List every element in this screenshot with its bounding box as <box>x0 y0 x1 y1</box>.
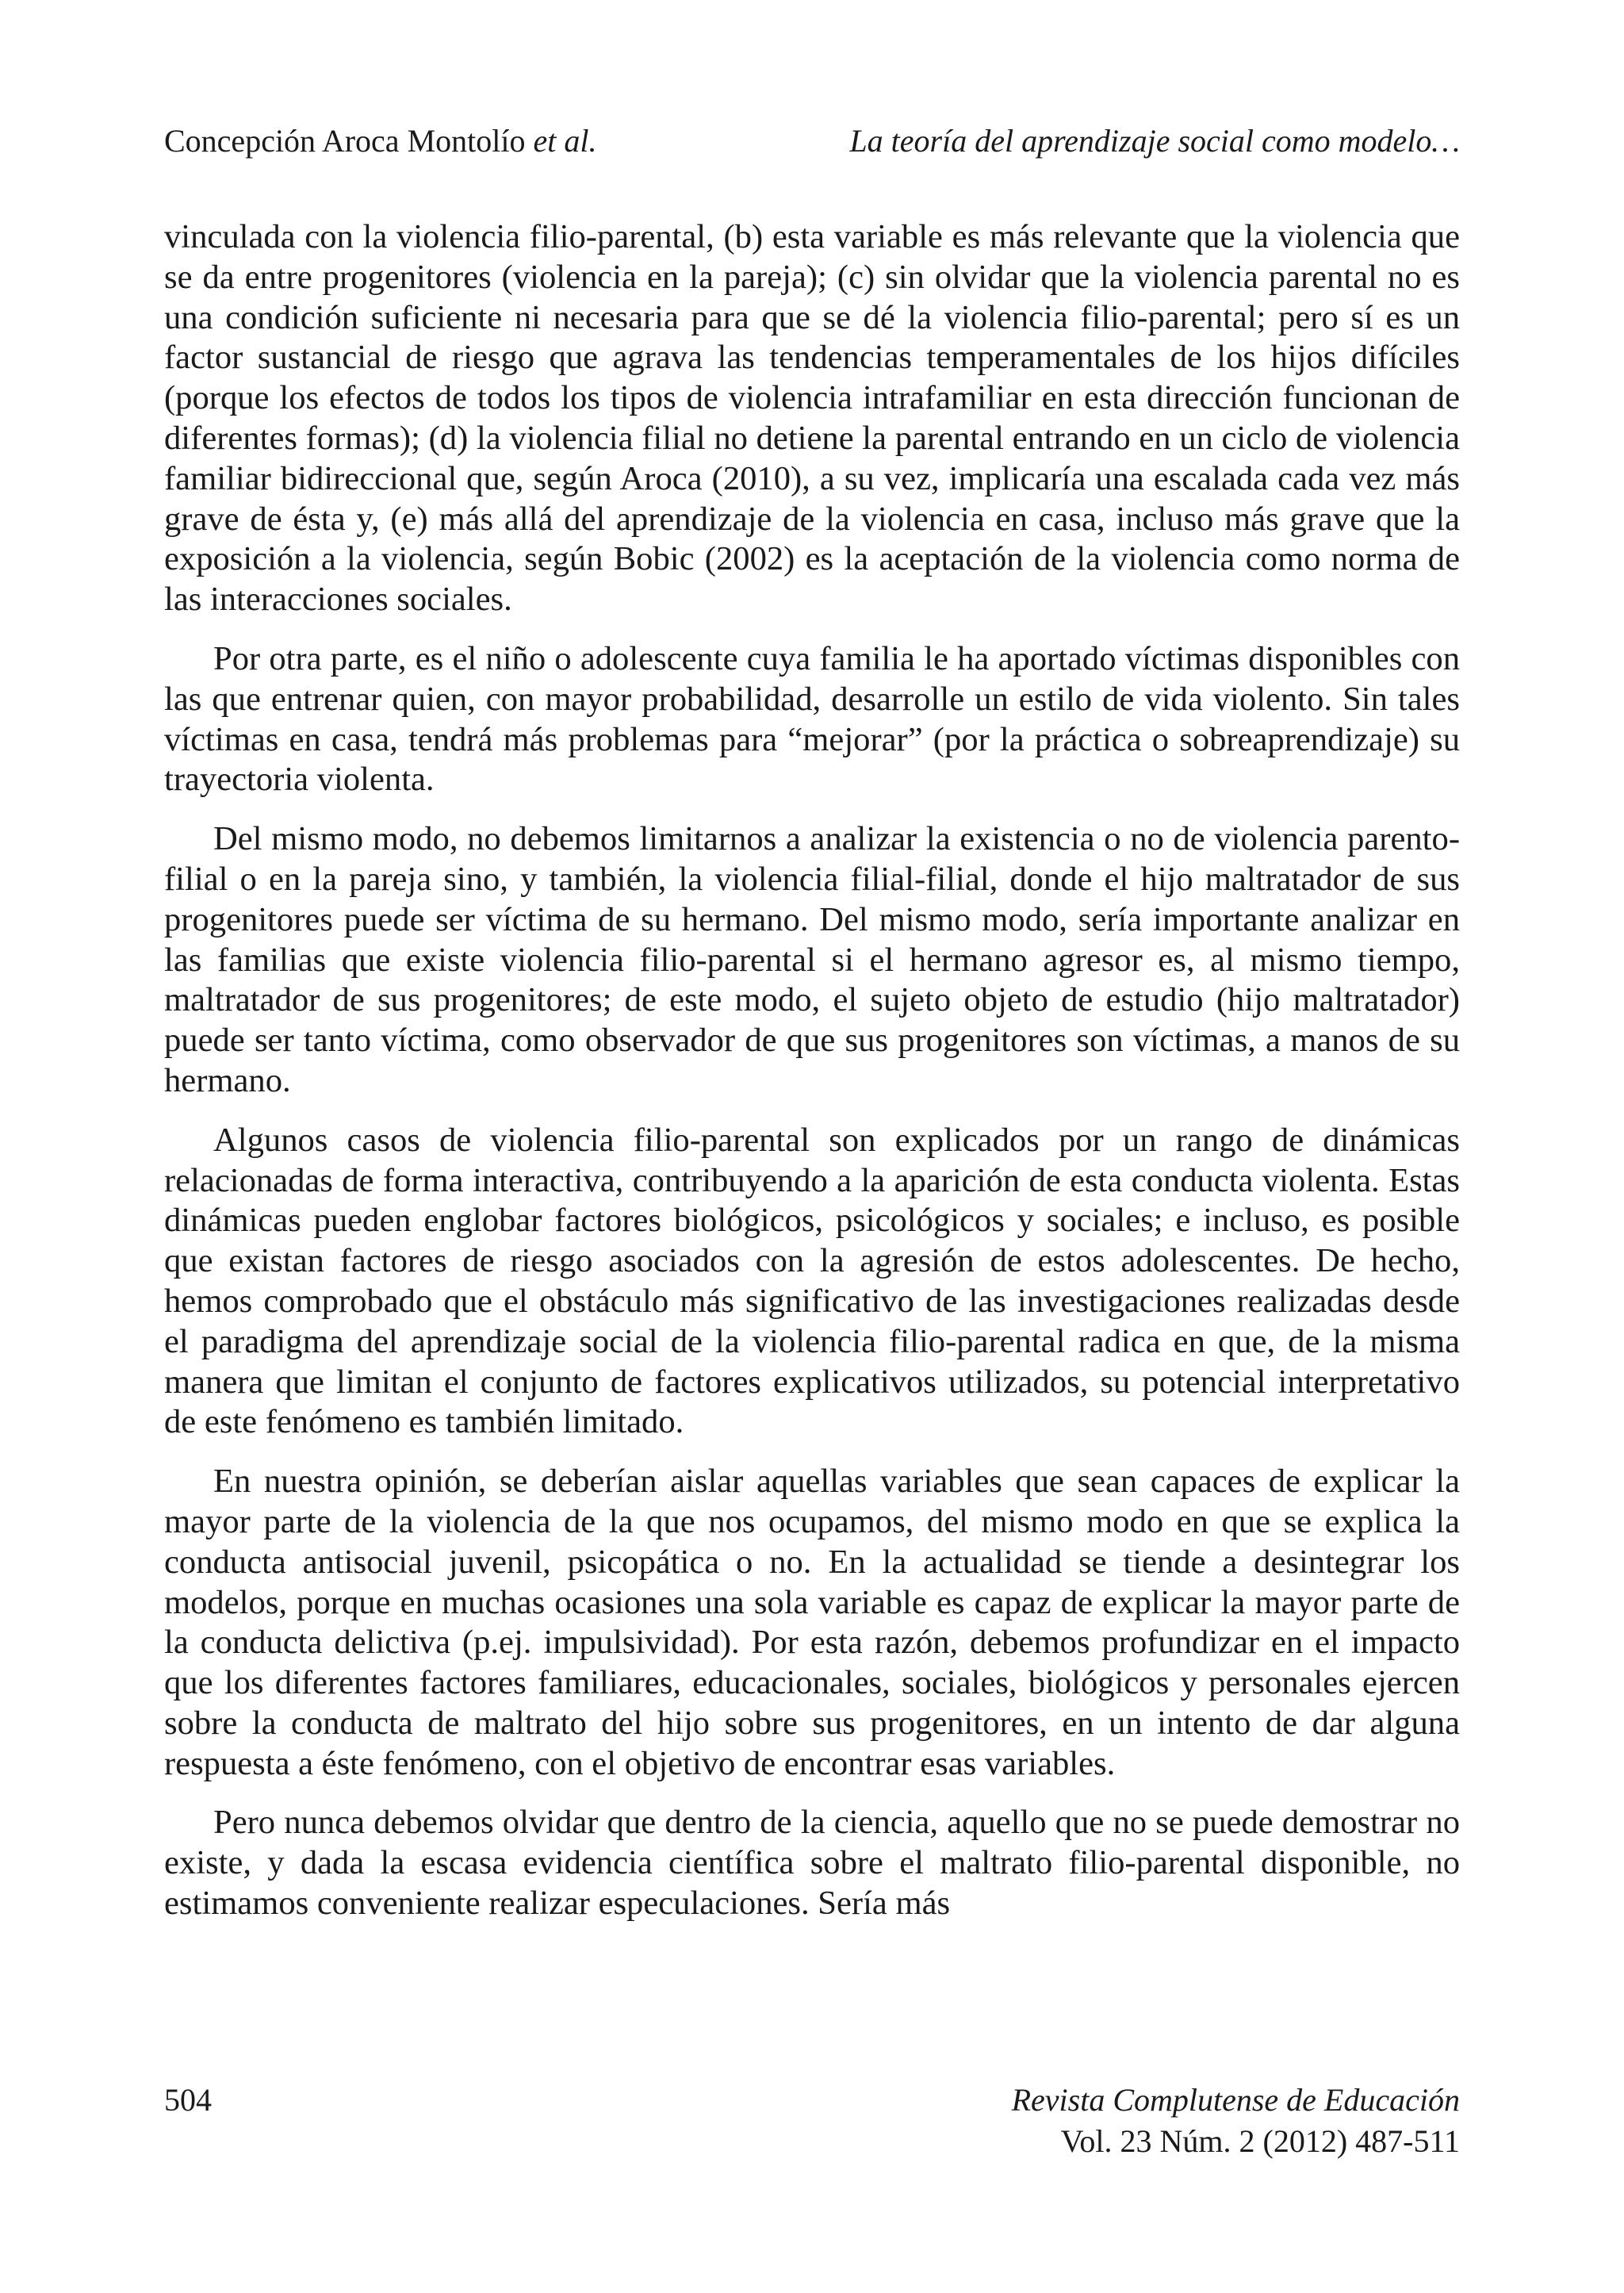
body-paragraph-4: Algunos casos de violencia filio-parental son explicados por un rango de dinámicas relacionadas de forma interactiva, contribuyendo a la aparición de esta conducta violenta. Estas dinámicas pueden englobar factores biológicos, psicológicos y sociales; e incluso, es posible que existan factores de riesgo asociados con la agresión de estos adolescentes. De hecho, hemos comprobado que el obstáculo más significativo de las investigaciones realizadas desde el paradigma del aprendizaje social de la violencia filio-parental radica en que, de la misma manera que limitan el conjunto de factores explicativos utilizados, su potencial interpretativo de este fenómeno es también limitado. <box>164 1121 1460 1441</box>
body-paragraph-2: Por otra parte, es el niño o adolescente cuya familia le ha aportado víctimas disponibles con las que entrenar quien, con mayor probabilidad, desarrolle un estilo de vida violento. Sin tales víctimas en casa, tendrá más problemas para “mejorar” (por la práctica o sobreaprendizaje) su trayectoria violenta. <box>164 639 1460 799</box>
body-paragraph-3: Del mismo modo, no debemos limitarnos a analizar la existencia o no de violencia parento-filial o en la pareja sino, y también, la violencia filial-filial, donde el hijo maltratador de sus progenitores puede ser víctima de su hermano. Del mismo modo, sería importante analizar en las familias que existe violencia filio-parental si el hermano agresor es, al mismo tiempo, maltratador de sus progenitores; de este modo, el sujeto objeto de estudio (hijo maltratador) puede ser tanto víctima, como observador de que sus progenitores son víctimas, a manos de su hermano. <box>164 820 1460 1099</box>
header-author-suffix: et al. <box>533 123 597 159</box>
header-author <box>164 119 596 163</box>
journal-volume: Vol. 23 Núm. 2 (2012) 487-511 <box>1060 2123 1460 2159</box>
header-short-title: La teoría del aprendizaje social como modelo… <box>849 123 1460 159</box>
body-paragraph-6: Pero nunca debemos olvidar que dentro de la ciencia, aquello que no se puede demostrar no existe, y dada la escasa evidencia científica sobre el maltrato filio-parental disponible, no estimamos conveniente realizar especulaciones. Sería más <box>164 1804 1460 1923</box>
body-paragraph-5: En nuestra opinión, se deberían aislar aquellas variables que sean capaces de explicar la mayor parte de la violencia de la que nos ocupamos, del mismo modo en que se explica la conducta antisocial juvenil, psicopática o no. En la actualidad se tiende a desintegrar los modelos, porque en muchas ocasiones una sola variable es capaz de explicar la mayor parte de la conducta delictiva (p.ej. impulsividad). Por esta razón, debemos profundizar en el impacto que los diferentes factores familiares, educacionales, sociales, biológicos y personales ejercen sobre la conducta de maltrato del hijo sobre sus progenitores, en un intento de dar alguna respuesta a éste fenómeno, con el objetivo de encontrar esas variables. <box>164 1463 1460 1782</box>
running-header <box>164 119 1460 163</box>
header-author-name: Concepción Aroca Montolío <box>164 123 526 159</box>
article-body <box>164 217 1460 1943</box>
journal-name: Revista Complutense de Educación <box>1011 2082 1460 2118</box>
journal-citation <box>1012 2080 1460 2162</box>
body-paragraph-1: vinculada con la violencia filio-parental, (b) esta variable es más relevante que la violencia que se da entre progenitores (violencia en la pareja); (c) sin olvidar que la violencia parental no es una condición suficiente ni necesaria para que se dé la violencia filio-parental; pero sí es un factor sustancial de riesgo que agrava las tendencias temperamentales de los hijos difíciles (porque los efectos de todos los tipos de violencia intrafamiliar en esta dirección funcionan de diferentes formas); (d) la violencia filial no detiene la parental entrando en un ciclo de violencia familiar bidireccional que, según Aroca (2010), a su vez, implicaría una escalada cada vez más grave de ésta y, (e) más allá del aprendizaje de la violencia en casa, incluso más grave que la exposición a la violencia, según Bobic (2002) es la aceptación de la violencia como norma de las interacciones sociales. <box>164 218 1460 619</box>
page-number: 504 <box>164 2082 212 2118</box>
